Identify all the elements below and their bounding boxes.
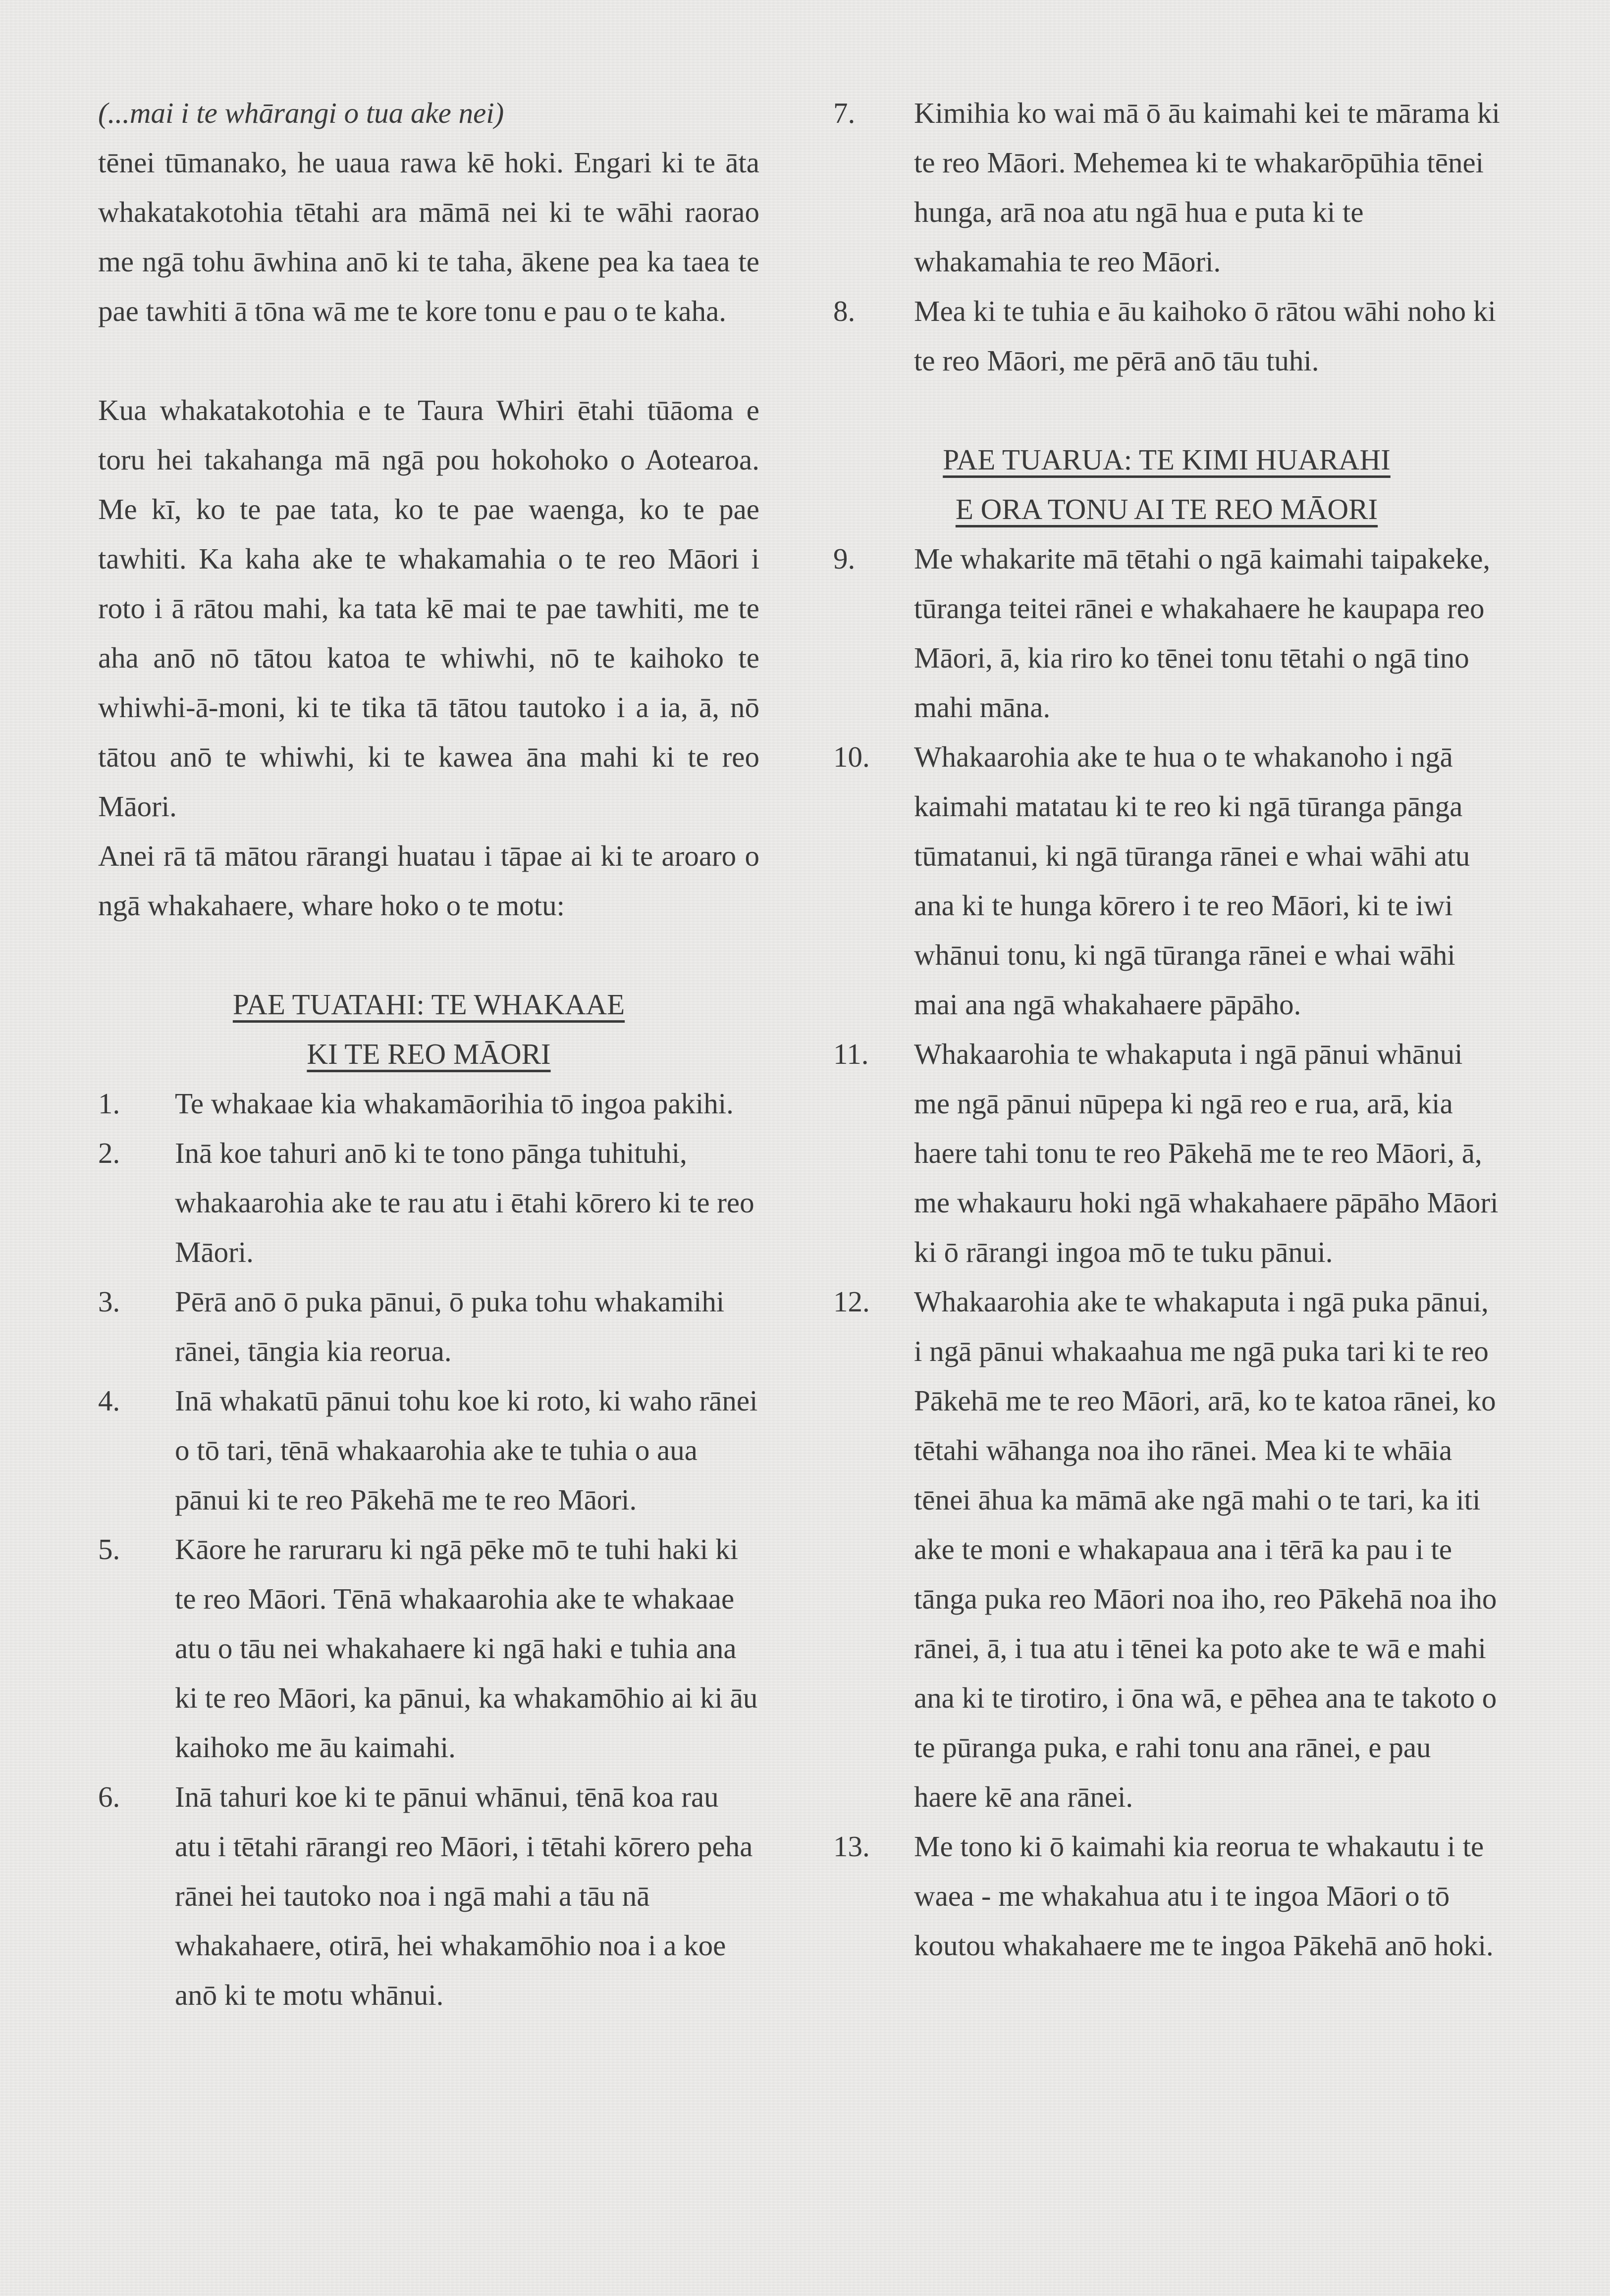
intro-paragraph: tēnei tūmanako, he uaua rawa kē hoki. Engari ki te āta whakatakotohia tētahi ara māmā nei ki te wāhi raorao me ngā tohu āwhina anō ki te taha, ākene pea ka taea te pae tawhiti ā tōna wā me te kore tonu e pau o te kaha. — [98, 146, 759, 327]
section-heading-pae-tuatahi: PAE TUATAHI: TE WHAKAAE KI TE REO MĀORI — [232, 988, 625, 1070]
continued-note: (...mai i te whārangi o tua ake nei) — [98, 97, 504, 129]
body-paragraph: Kua whakatakotohia e te Taura Whiri ētahi tūāoma e toru hei takahanga mā ngā pou hokohoko o Aotearoa. Me kī, ko te pae tata, ko te pae waenga, ko te pae tawhiti. Ka kaha ake te whakamahia o te reo Māori i roto i ā rātou mahi, ka tata kē mai te pae tawhiti, me te aha anō nō tātou katoa te whiwhi, nō te kaihoko te whiwhi-ā-moni, ki te tika tā tātou tautoko i a ia, ā, nō tātou anō te whiwhi, ki te kawea āna mahi ki te reo Māori. — [98, 394, 759, 823]
list-item: 3. Pērā anō ō puka pānui, ō puka tohu whakamihi rānei, tāngia kia reorua. — [98, 1285, 725, 1367]
left-column — [98, 88, 759, 2020]
list-item: 2. Inā koe tahuri anō ki te tono pānga tuhituhi, whakaarohia ake te rau atu i ētahi kōrero ki te reo Māori. — [98, 1137, 754, 1268]
list-item: 11. Whakaarohia te whakaputa i ngā pānui whānui me ngā pānui nūpepa ki ngā reo e rua, arā, kia haere tahi tonu te reo Pākehā me te reo Māori, ā, me whakauru hoki ngā whakahaere pāpāho Māori ki ō rārangi ingoa mō te tuku pānui. — [833, 1038, 1499, 1268]
list-item: 9. Me whakarite mā tētahi o ngā kaimahi taipakeke, tūranga teitei rānei e whakahaere he kaupapa reo Māori, ā, kia riro ko tēnei tonu tētahi o ngā tino mahi māna. — [833, 542, 1491, 724]
list-item: 10. Whakaarohia ake te hua o te whakanoho i ngā kaimahi matatau ki te reo ki ngā tūranga pānga tūmatanui, ki ngā tūranga rānei e whai wāhi atu ana ki te hunga kōrero i te reo Māori, ki te iwi whānui tonu, ki ngā tūranga rānei e whai wāhi mai ana ngā whakahaere pāpāho. — [833, 740, 1470, 1021]
section-heading-pae-tuarua: PAE TUARUA: TE KIMI HUARAHI E ORA TONU AI TE REO MĀORI — [943, 443, 1391, 525]
list-item: 1. Te whakaae kia whakamāorihia tō ingoa pakihi. — [98, 1087, 734, 1120]
list-item: 13. Me tono ki ō kaimahi kia reorua te whakautu i te waea - me whakahua atu i te ingoa Māori o tō koutou whakahaere me te ingoa Pākehā anō hoki. — [833, 1830, 1494, 1962]
list-item: 7. Kimihia ko wai mā ō āu kaimahi kei te mārama ki te reo Māori. Mehemea ki te whakarōpūhia tēnei hunga, arā noa atu ngā hua e puta ki te whakamahia te reo Māori. — [833, 97, 1500, 278]
list-item: 12. Whakaarohia ake te whakaputa i ngā puka pānui, i ngā pānui whakaahua me ngā puka tari ki te reo Pākehā me te reo Māori, arā, ko te katoa rānei, ko tētahi wāhanga noa iho rānei. Mea ki te whāia tēnei āhua ka māmā ake ngā mahi o te tari, ka iti ake te moni e whakapaua ana i tērā ka pau i te tānga puka reo Māori noa iho, reo Pākehā noa iho rānei, ā, i tua atu i tēnei ka poto ake te wā e mahi ana ki te tirotiro, i ōna wā, e pēhea ana te takoto o te pūranga puka, e rahi tonu ana rānei, e pau haere kē ana rānei. — [833, 1285, 1497, 1813]
list-item: 5. Kāore he raruraru ki ngā pēke mō te tuhi haki ki te reo Māori. Tēnā whakaarohia ake te whakaae atu o tāu nei whakahaere ki ngā haki e tuhia ana ki te reo Māori, ka pānui, ka whakamōhio ai ki āu kaihoko me āu kaimahi. — [98, 1533, 758, 1764]
body-paragraph: Anei rā tā mātou rārangi huatau i tāpae ai ki te aroaro o ngā whakahaere, whare hoko o te motu: — [98, 839, 759, 922]
right-column — [833, 88, 1500, 1970]
list-item: 8. Mea ki te tuhia e āu kaihoko ō rātou wāhi noho ki te reo Māori, me pērā anō tāu tuhi. — [833, 295, 1496, 377]
list-item: 4. Inā whakatū pānui tohu koe ki roto, ki waho rānei o tō tari, tēnā whakaarohia ake te tuhia o aua pānui ki te reo Pākehā me te reo Māori. — [98, 1384, 758, 1516]
list-item: 6. Inā tahuri koe ki te pānui whānui, tēnā koa rau atu i tētahi rārangi reo Māori, i tētahi kōrero peha rānei hei tautoko noa i ngā mahi a tāu nā whakahaere, otirā, hei whakamōhio noa i a koe anō ki te motu whānui. — [98, 1780, 753, 2011]
